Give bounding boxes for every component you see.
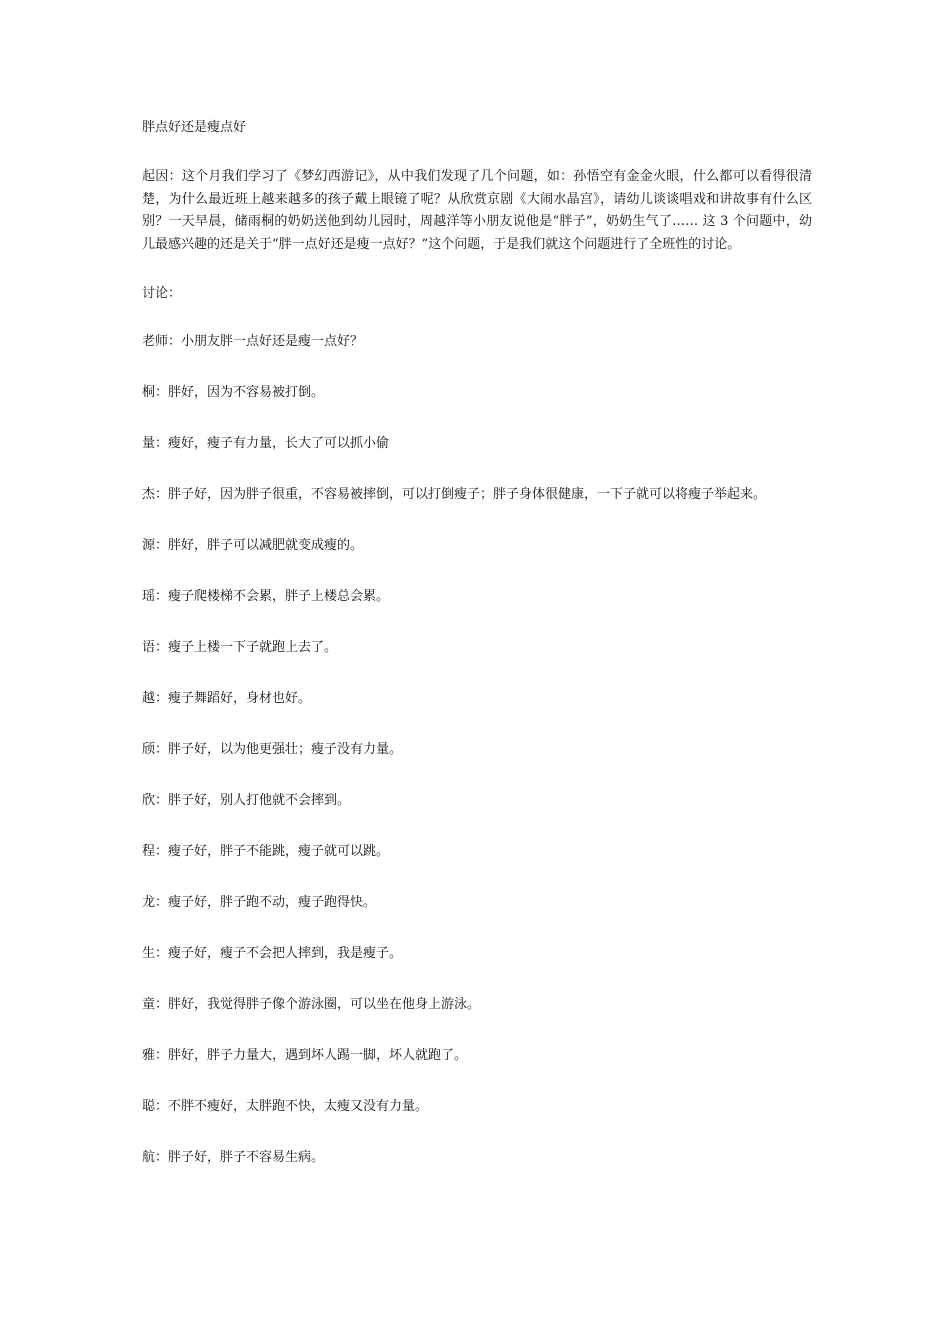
discussion-line: 雅：胖好，胖子力量大，遇到坏人踢一脚，坏人就跑了。 [142,1048,468,1063]
discussion-line: 生：瘦子好，瘦子不会把人摔到，我是瘦子。 [142,946,403,961]
intro-paragraph: 起因：这个月我们学习了《梦幻西游记》，从中我们发现了几个问题，如：孙悟空有金金火眼，什么都可以看得很清楚，为什么最近班上越来越多的孩子戴上眼镜了呢？从欣赏京剧《大闹水晶宫》，请幼儿谈谈唱戏和讲故事有什么区别？一天早晨，储雨桐的奶奶送他到幼儿园时，周越洋等小朋友说他是“胖子”，奶奶生气了…… 这 3 个问题中，幼儿最感兴趣的还是关于“胖一点好还是瘦一点好？”这个问题，于是我们就这个问题进行了全班性的讨论。 [142,169,812,252]
discussion-line: 量：瘦好，瘦子有力量，长大了可以抓小偷 [142,436,390,451]
document-body [142,118,812,1199]
discussion-line: 颀：胖子好，以为他更强壮；瘦子没有力量。 [142,742,403,757]
document-title: 胖点好还是瘦点好 [142,120,247,135]
discussion-label: 讨论： [142,286,182,301]
discussion-line: 瑶：瘦子爬楼梯不会累，胖子上楼总会累。 [142,589,390,604]
discussion-line: 龙：瘦子好，胖子跑不动，瘦子跑得快。 [142,895,377,910]
discussion-line: 航：胖子好，胖子不容易生病。 [142,1150,325,1165]
discussion-line: 桐：胖好，因为不容易被打倒。 [142,385,325,400]
discussion-line: 老师：小朋友胖一点好还是瘦一点好？ [142,334,364,349]
discussion-line: 欣：胖子好，别人打他就不会摔到。 [142,793,351,808]
discussion-lines [142,332,812,1168]
discussion-line: 聪：不胖不瘦好，太胖跑不快，太瘦又没有力量。 [142,1099,429,1114]
discussion-line: 越：瘦子舞蹈好，身材也好。 [142,691,312,706]
discussion-line: 童：胖好，我觉得胖子像个游泳圈，可以坐在他身上游泳。 [142,997,481,1012]
discussion-line: 程：瘦子好，胖子不能跳，瘦子就可以跳。 [142,844,390,859]
discussion-line: 杰：胖子好，因为胖子很重，不容易被摔倒，可以打倒瘦子；胖子身体很健康，一下子就可以将瘦子举起来。 [142,487,767,502]
discussion-line: 语：瘦子上楼一下子就跑上去了。 [142,640,338,655]
discussion-line: 源：胖好，胖子可以减肥就变成瘦的。 [142,538,364,553]
